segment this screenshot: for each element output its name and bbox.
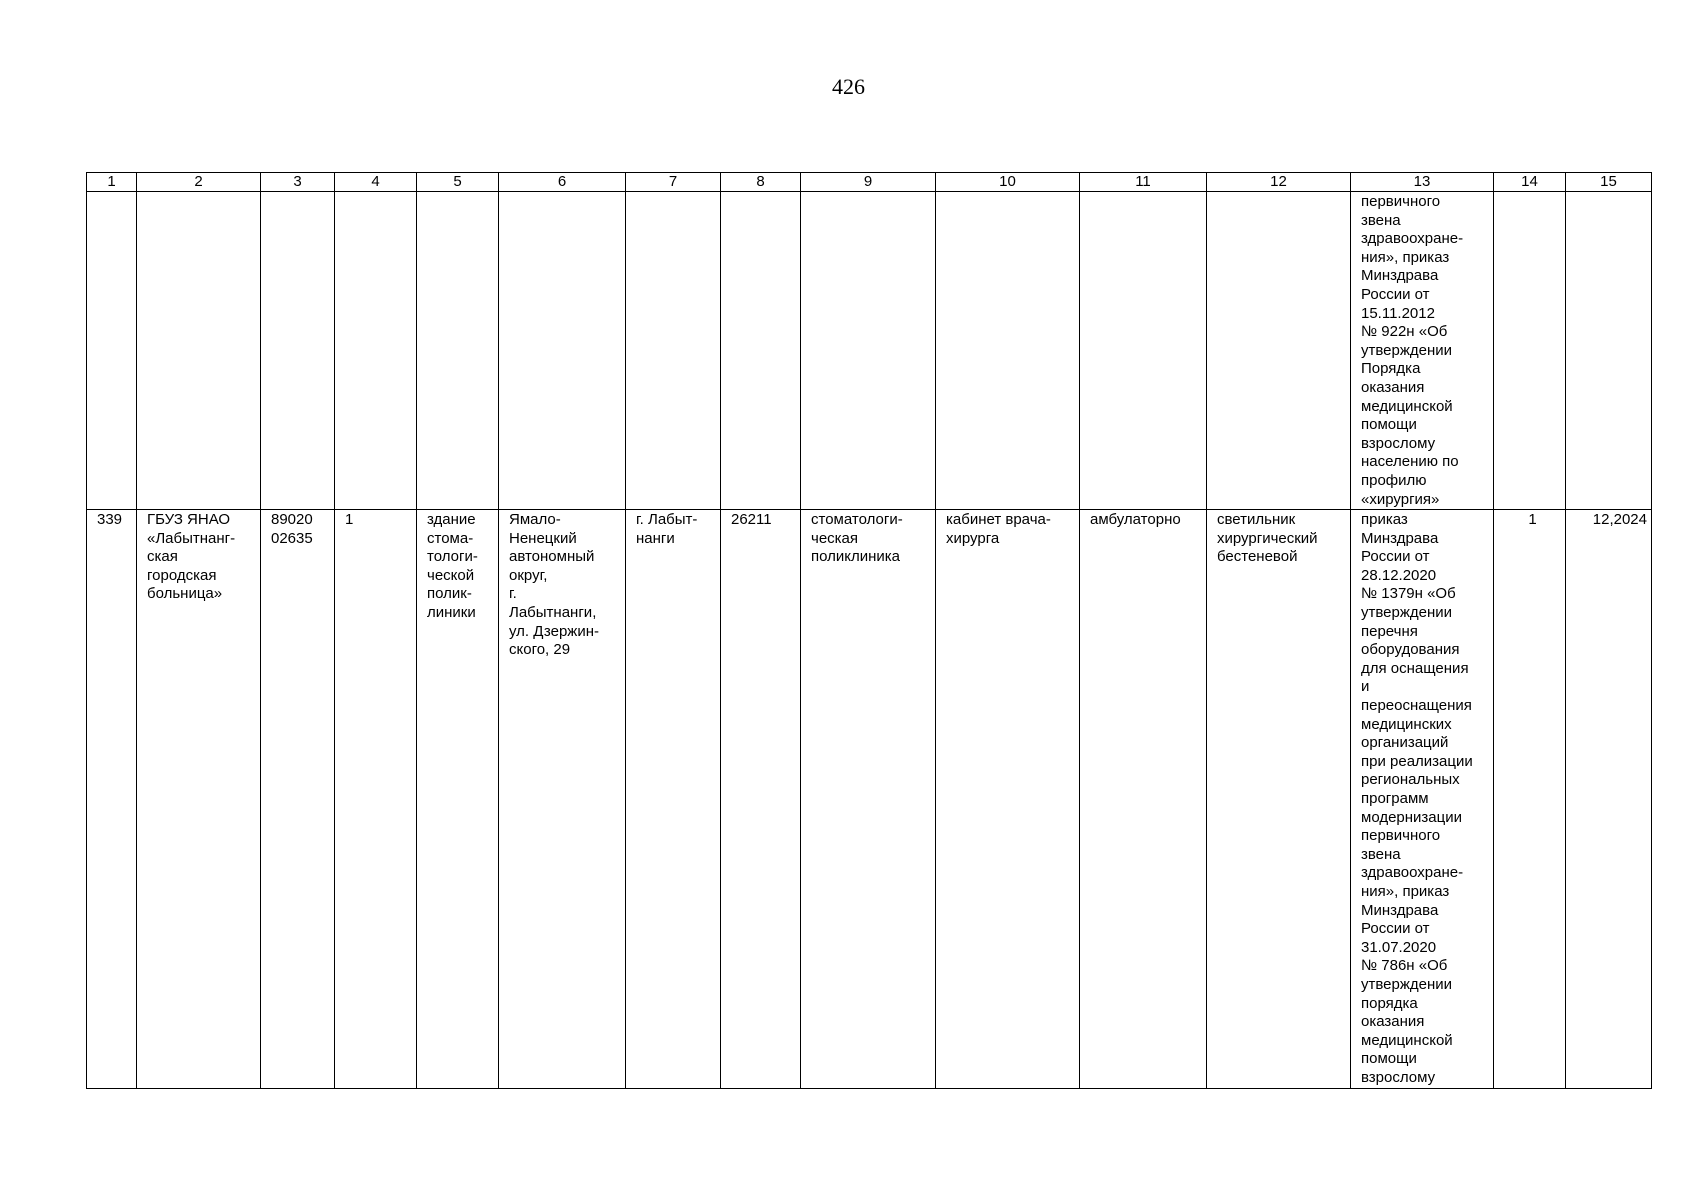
legal-basis-cell: приказ Минздрава России от 28.12.2020 № 1379н «Об утверждении перечня оборудования для оснащения и переоснащения медицинских организаций при реализации региональных программ модернизации первичного звена здравоохране- ния», приказ Минздрава России от 31.07.2020 № 786н «Об утверждении порядка оказания медицинской помощи взрослому <box>1351 510 1494 1088</box>
column-number: 6 <box>499 173 626 192</box>
address-cell: Ямало- Ненецкий автономный округ, г. Лабытнанги, ул. Дзержин- ского, 29 <box>499 510 626 1088</box>
care-form-cell: амбулаторно <box>1080 510 1207 1088</box>
column-number: 14 <box>1494 173 1566 192</box>
column-number: 12 <box>1207 173 1351 192</box>
code-cell: 26211 <box>721 510 801 1088</box>
inn-cell: 89020 02635 <box>261 510 335 1088</box>
table-cell <box>499 192 626 510</box>
legal-basis-cell: первичного звена здравоохране- ния», приказ Минздрава России от 15.11.2012 № 922н «Об утверждении Порядка оказания медицинской помощи взрослому населению по профилю «хирургия» <box>1351 192 1494 510</box>
equipment-table <box>86 172 1652 1089</box>
column-number: 15 <box>1566 173 1652 192</box>
table-cell: 1 <box>335 510 417 1088</box>
table-cell <box>721 192 801 510</box>
column-number: 8 <box>721 173 801 192</box>
column-number: 9 <box>801 173 936 192</box>
column-number: 7 <box>626 173 721 192</box>
column-number: 11 <box>1080 173 1207 192</box>
table-cell <box>1207 192 1351 510</box>
city-cell: г. Лабыт- нанги <box>626 510 721 1088</box>
quantity-cell: 1 <box>1494 510 1566 1088</box>
date-cell: 12,2024 <box>1566 510 1652 1088</box>
table-cell <box>1494 192 1566 510</box>
table-cell <box>261 192 335 510</box>
table-cell <box>335 192 417 510</box>
column-number: 13 <box>1351 173 1494 192</box>
building-cell: здание стома- тологи- ческой полик- линики <box>417 510 499 1088</box>
column-number: 2 <box>137 173 261 192</box>
column-number: 10 <box>936 173 1080 192</box>
row-number-cell: 339 <box>87 510 137 1088</box>
table-cell <box>626 192 721 510</box>
page-number: 426 <box>832 74 865 99</box>
equipment-cell: светильник хирургический бестеневой <box>1207 510 1351 1088</box>
table-row-continuation <box>87 192 1652 510</box>
table-cell <box>801 192 936 510</box>
table-row <box>87 510 1652 1088</box>
facility-type-cell: стоматологи- ческая поликлиника <box>801 510 936 1088</box>
column-number: 1 <box>87 173 137 192</box>
table-cell <box>87 192 137 510</box>
organization-cell: ГБУЗ ЯНАО «Лабытнанг- ская городская больница» <box>137 510 261 1088</box>
cabinet-cell: кабинет врача- хирурга <box>936 510 1080 1088</box>
column-number: 5 <box>417 173 499 192</box>
table-cell <box>137 192 261 510</box>
column-number-row <box>87 173 1652 192</box>
table-cell <box>417 192 499 510</box>
table-cell <box>936 192 1080 510</box>
column-number: 4 <box>335 173 417 192</box>
column-number: 3 <box>261 173 335 192</box>
table-cell <box>1566 192 1652 510</box>
table-cell <box>1080 192 1207 510</box>
